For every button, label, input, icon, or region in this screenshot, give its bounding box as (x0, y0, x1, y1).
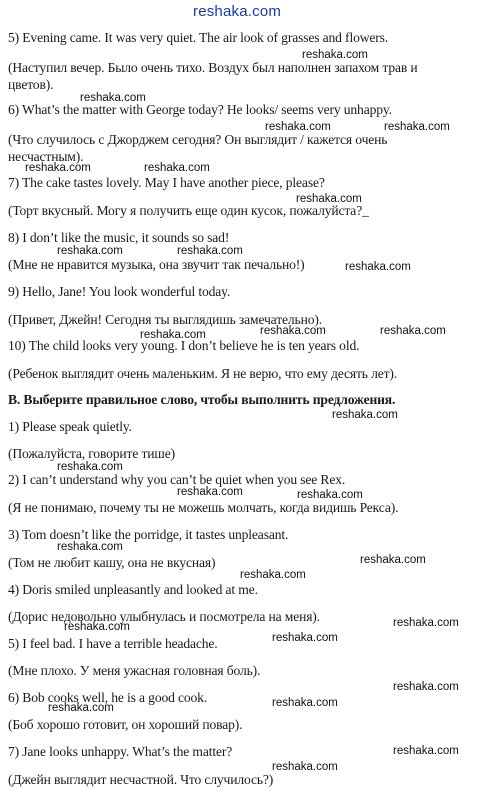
watermark: reshaka.com (57, 461, 123, 473)
watermark: reshaka.com (177, 245, 243, 257)
watermark: reshaka.com (177, 486, 243, 498)
exercise-line: 8) I don’t like the music, it sounds so sad! (8, 230, 230, 245)
exercise-line: 6) What’s the matter with George today? He looks/ seems very unhappy. (8, 102, 392, 117)
watermark: reshaka.com (302, 49, 368, 61)
watermark: reshaka.com (345, 261, 411, 273)
translation-line: (Торт вкусный. Могу я получить еще один кусок, пожалуйста?_ (8, 203, 369, 218)
translation-line: (Я не понимаю, почему ты не можешь молчать, когда видишь Рекса). (8, 500, 399, 515)
translation-line: (Пожалуйста, говорите тише) (8, 446, 175, 461)
translation-line: (Боб хорошо готовит, он хороший повар). (8, 717, 243, 732)
exercise-line: 4) Doris smiled unpleasantly and looked at me. (8, 582, 258, 597)
watermark: reshaka.com (25, 162, 91, 174)
watermark: reshaka.com (272, 632, 338, 644)
watermark: reshaka.com (272, 697, 338, 709)
translation-line: (Привет, Джейн! Сегодня ты выглядишь замечательно). (8, 312, 322, 327)
watermark: reshaka.com (393, 617, 459, 629)
exercise-line: 5) Evening came. It was very quiet. The air look of grasses and flowers. (8, 30, 389, 45)
translation-line: (Том не любит кашу, она не вкусная) (8, 555, 216, 570)
watermark: reshaka.com (360, 554, 426, 566)
watermark: reshaka.com (393, 745, 459, 757)
watermark-top: reshaka.com (193, 3, 282, 20)
watermark: reshaka.com (272, 761, 338, 773)
watermark: reshaka.com (48, 702, 114, 714)
watermark: reshaka.com (80, 92, 146, 104)
watermark: reshaka.com (57, 245, 123, 257)
watermark: reshaka.com (380, 325, 446, 337)
watermark: reshaka.com (296, 193, 362, 205)
translation-line: цветов). (8, 77, 54, 92)
watermark: reshaka.com (265, 121, 331, 133)
watermark: reshaka.com (384, 121, 450, 133)
exercise-line: 9) Hello, Jane! You look wonderful today. (8, 284, 231, 299)
exercise-line: 1) Please speak quietly. (8, 419, 132, 434)
exercise-line: 5) I feel bad. I have a terrible headache. (8, 636, 218, 651)
translation-line: несчастным). (8, 149, 84, 164)
exercise-line: 7) Jane looks unhappy. What’s the matter? (8, 744, 233, 759)
translation-line: (Ребенок выглядит очень маленьким. Я не верю, что ему десять лет). (8, 366, 398, 381)
section-heading: B. Выберите правильное слово, чтобы выполнить предложения. (8, 392, 396, 407)
exercise-line: 6) Bob cooks well, he is a good cook. (8, 690, 208, 705)
watermark: reshaka.com (393, 681, 459, 693)
translation-line: (Дорис недовольно улыбнулась и посмотрела на меня). (8, 609, 320, 624)
translation-line: (Мне не нравится музыка, она звучит так печально!) (8, 257, 305, 272)
watermark: reshaka.com (140, 329, 206, 341)
exercise-line: 10) The child looks very young. I don’t believe he is ten years old. (8, 338, 360, 353)
exercise-line: 3) Tom doesn’t like the porridge, it tastes unpleasant. (8, 527, 289, 542)
exercise-line: 2) I can’t understand why you can’t be quiet when you see Rex. (8, 472, 346, 487)
translation-line: (Мне плохо. У меня ужасная головная боль). (8, 663, 261, 678)
watermark: reshaka.com (297, 489, 363, 501)
watermark: reshaka.com (240, 569, 306, 581)
exercise-line: 7) The cake tastes lovely. May I have another piece, please? (8, 175, 325, 190)
translation-line: (Что случилось с Джорджем сегодня? Он выглядит / кажется очень (8, 132, 388, 147)
translation-line: (Джейн выглядит несчастной. Что случилось?) (8, 772, 274, 787)
watermark: reshaka.com (57, 541, 123, 553)
watermark: reshaka.com (260, 325, 326, 337)
watermark: reshaka.com (332, 409, 398, 421)
watermark: reshaka.com (144, 162, 210, 174)
watermark: reshaka.com (64, 621, 130, 633)
translation-line: (Наступил вечер. Было очень тихо. Воздух был наполнен запахом трав и (8, 60, 418, 75)
